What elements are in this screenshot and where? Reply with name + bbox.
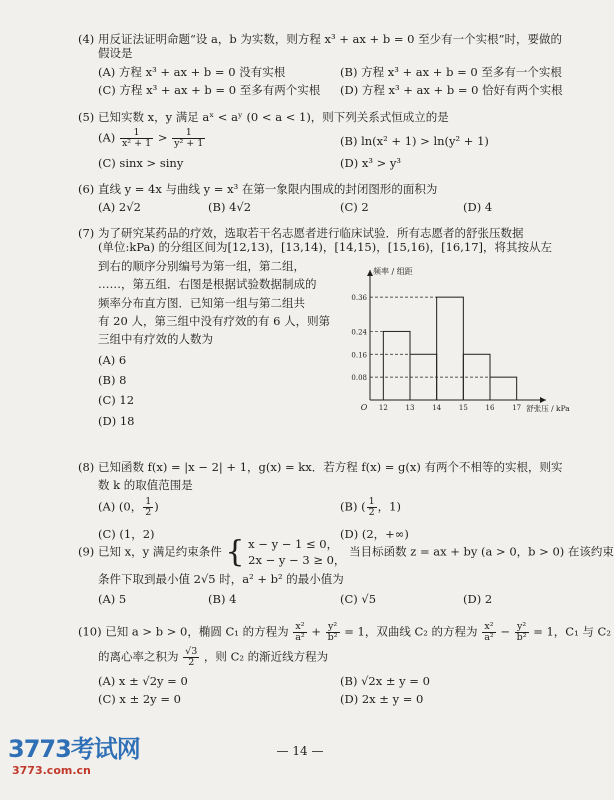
q7-stem-line6: 有 20 人，第三组中没有疗效的有 6 人，则第 xyxy=(98,313,331,328)
y-tick-label: 0.36 xyxy=(351,294,367,303)
q10-stem-line1: (10) 已知 a > b > 0，椭圆 C₁ 的方程为 $\frac{\text{x²}}{\text{a²}}$ + $\frac{\text{y²}}{\text{b²}}$ = 1，双曲线 C₂ 的方程为 $\frac{\text{x²}}{\text{a²}}$ − $\frac{\text{y²}}{\text{b²}}$ = 1，C₁ 与 C₂ xyxy=(78,621,611,643)
question-6 xyxy=(78,182,578,218)
x-tick-label: 14 xyxy=(432,404,442,412)
q7-stem-line5: 频率分布直方图．已知第一组与第二组共 xyxy=(98,295,305,310)
q7-stem-line1: (7) 为了研究某药品的疗效，选取若干名志愿者进行临床试验．所有志愿者的舒张压数据 xyxy=(78,226,524,240)
q8-option-b: (B) ( $\frac{1}{2}$ ，1) xyxy=(340,495,401,518)
q5-a-fraction-2: $\frac{1}{\text{y² + 1}}$ xyxy=(174,127,204,150)
question-5 xyxy=(78,110,578,174)
page-number: — 14 — xyxy=(276,744,324,758)
x-tick-label: 17 xyxy=(512,404,522,412)
q10-fraction-4: $\frac{\text{y²}}{\text{b²}}$ xyxy=(516,621,527,643)
q7-stem-line7: 三组中有疗效的人数为 xyxy=(98,332,213,347)
q9-stem-line1: (9) 已知 x，y 满足约束条件 { x − y − 1 ≤ 0， 2x − y − 3 ≥ 0， 当目标函数 z = ax + by (a > 0，b > 0) 在该约束 xyxy=(78,534,614,570)
question-9 xyxy=(78,534,614,610)
q10-option-c: (C) x ± 2y = 0 xyxy=(98,691,181,706)
q9-option-c: (C) √5 xyxy=(340,592,377,607)
y-tick-label: 0.08 xyxy=(351,374,367,383)
q7-option-c: (C) 12 xyxy=(98,393,135,408)
q8-b-fraction: $\frac{1}{2}$ xyxy=(368,495,375,518)
q10-fraction-2: $\frac{\text{y²}}{\text{b²}}$ xyxy=(327,621,338,643)
q9-constraints xyxy=(248,537,345,568)
q5-option-b: (B) ln(x² + 1) > ln(y² + 1) xyxy=(340,134,489,149)
y-axis-label: 频率 / 组距 xyxy=(373,267,413,276)
frequency-histogram xyxy=(348,262,583,417)
q5-a-fraction-1: $\frac{1}{\text{x² + 1}}$ xyxy=(121,127,152,150)
q4-stem-line1: (4) 用反证法证明命题“设 a，b 为实数，则方程 x³ + ax + b = 0 至少有一个实根”时，要做的 xyxy=(78,32,562,46)
histogram-bar xyxy=(490,377,517,400)
q10-option-b: (B) √2x ± y = 0 xyxy=(340,673,430,688)
q10-option-d: (D) 2x ± y = 0 xyxy=(340,691,424,706)
watermark-url: 3773.com.cn xyxy=(12,764,91,777)
q10-fraction-3: $\frac{\text{x²}}{\text{a²}}$ xyxy=(484,621,494,643)
y-tick-label: 0.24 xyxy=(351,328,367,337)
q10-eccentricity-fraction: $\frac{√3}{2}$ xyxy=(185,645,198,668)
q9-constraint-1: x − y − 1 ≤ 0， xyxy=(248,537,339,551)
q8-a-fraction: $\frac{1}{2}$ xyxy=(145,495,152,518)
q7-stem-line2: (单位:kPa) 的分组区间为[12,13)，[13,14)，[14,15)，[15,16)，[16,17]，将其按从左 xyxy=(98,240,553,255)
x-axis-arrow xyxy=(540,397,546,403)
q7-option-a: (A) 6 xyxy=(98,352,127,367)
q8-stem-line1: (8) 已知函数 f(x) = |x − 2| + 1，g(x) = kx．若方程 f(x) = g(x) 有两个不相等的实根，则实 xyxy=(78,460,563,474)
q7-option-d: (D) 18 xyxy=(98,413,135,428)
q8-option-d: (D) (2，+∞) xyxy=(340,526,409,541)
q8-stem-line2: 数 k 的取值范围是 xyxy=(98,478,193,493)
q9-option-b: (B) 4 xyxy=(208,592,237,607)
q10-stem-line2: 的离心率之积为 $\frac{√3}{2}$ ，则 C₂ 的渐近线方程为 xyxy=(98,645,329,668)
x-tick-label: 16 xyxy=(485,404,495,412)
question-10 xyxy=(78,621,611,710)
q4-option-a: (A) 方程 x³ + ax + b = 0 没有实根 xyxy=(98,64,286,79)
q9-option-d: (D) 2 xyxy=(463,592,493,607)
q5-option-a: (A) $\frac{1}{\text{x² + 1}}$ > $\frac{1}{\text{y² + 1}}$ xyxy=(98,127,204,150)
histogram-bar xyxy=(437,297,464,400)
q6-option-b: (B) 4√2 xyxy=(208,200,252,215)
q6-stem: (6) 直线 y = 4x 与曲线 y = x³ 在第一象限内围成的封闭图形的面积为 xyxy=(78,182,438,196)
y-tick-label: 0.16 xyxy=(351,351,367,360)
origin-label: O xyxy=(360,403,368,412)
histogram-bar xyxy=(383,331,410,400)
site-watermark-logo xyxy=(8,734,140,778)
question-4 xyxy=(78,32,578,101)
q8-option-a: (A) (0， $\frac{1}{2}$ ) xyxy=(98,495,159,518)
q4-option-c: (C) 方程 x³ + ax + b = 0 至多有两个实根 xyxy=(98,82,321,97)
q10-option-a: (A) x ± √2y = 0 xyxy=(98,673,188,688)
q5-option-c: (C) sinx > siny xyxy=(98,156,184,171)
q4-option-b: (B) 方程 x³ + ax + b = 0 至多有一个实根 xyxy=(340,64,562,79)
q4-option-d: (D) 方程 x³ + ax + b = 0 恰好有两个实根 xyxy=(340,82,563,97)
watermark-brand: 3773考试网 xyxy=(8,735,140,763)
q8-option-c: (C) (1，2) xyxy=(98,526,155,541)
q9-option-a: (A) 5 xyxy=(98,592,127,607)
x-tick-label: 15 xyxy=(458,404,468,412)
q5-stem: (5) 已知实数 x，y 满足 aˣ < aʸ (0 < a < 1)，则下列关系式恒成立的是 xyxy=(78,110,449,124)
q5-option-d: (D) x³ > y³ xyxy=(340,156,401,171)
q7-stem-line4: ……，第五组．右图是根据试验数据制成的 xyxy=(98,277,317,292)
x-axis-label: 舒张压 / kPa xyxy=(526,404,570,413)
q9-brace: { xyxy=(225,534,245,570)
q6-option-c: (C) 2 xyxy=(340,200,369,215)
q7-option-b: (B) 8 xyxy=(98,373,127,387)
q9-stem-line2: 条件下取到最小值 2√5 时，a² + b² 的最小值为 xyxy=(98,572,344,587)
x-tick-label: 12 xyxy=(378,404,388,412)
q4-stem-line2: 假设是 xyxy=(98,46,133,61)
question-8 xyxy=(78,460,578,545)
q6-option-d: (D) 4 xyxy=(463,200,493,215)
q7-stem-line3: 到右的顺序分别编号为第一组，第二组， xyxy=(98,258,305,273)
q9-constraint-2: 2x − y − 3 ≥ 0， xyxy=(248,552,346,567)
x-tick-label: 13 xyxy=(405,404,415,412)
q10-fraction-1: $\frac{\text{x²}}{\text{a²}}$ xyxy=(295,621,305,643)
q6-option-a: (A) 2√2 xyxy=(98,200,141,215)
